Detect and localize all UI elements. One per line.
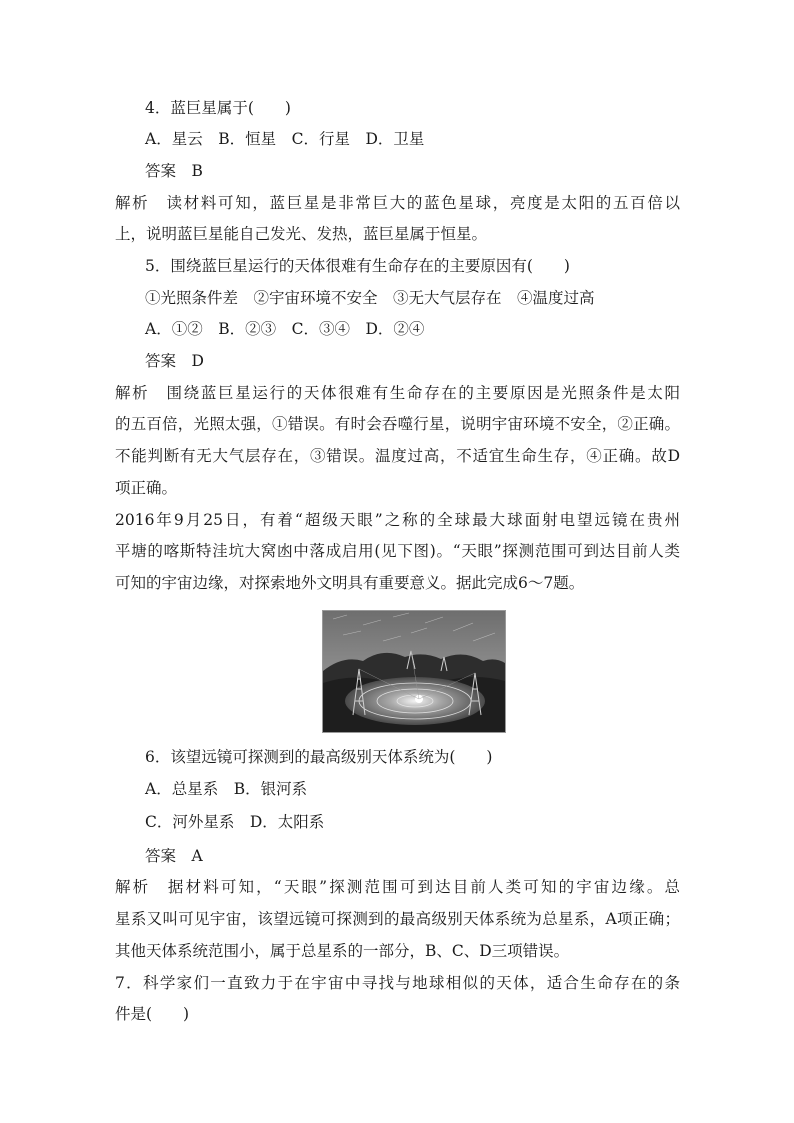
- q5-stem: 5．围绕蓝巨星运行的天体很难有生命存在的主要原因有( ): [145, 257, 570, 275]
- q5-choices: ①光照条件差 ②宇宙环境不安全 ③无大气层存在 ④温度过高: [145, 289, 595, 307]
- material-paragraph-line: 2016年9月25日，有着“超级天眼”之称的全球最大球面射电望远镜在贵州: [115, 511, 680, 529]
- q6-options: C．河外星系 D．太阳系: [145, 813, 325, 831]
- material-paragraph-line: 可知的宇宙边缘，对探索地外文明具有重要意义。据此完成6～7题。: [115, 574, 585, 592]
- q7-stem-line: 7．科学家们一直致力于在宇宙中寻找与地球相似的天体，适合生命存在的条: [115, 974, 680, 992]
- q5-options: A．①② B．②③ C．③④ D．②④: [145, 320, 425, 338]
- q4-answer: 答案 B: [145, 162, 203, 180]
- material-paragraph-line: 平塘的喀斯特洼坑大窝凼中落成启用(见下图)。“天眼”探测范围可到达目前人类: [115, 542, 680, 560]
- telescope-photo: [322, 610, 506, 733]
- q4-stem: 4．蓝巨星属于( ): [145, 99, 291, 117]
- q5-answer: 答案 D: [145, 352, 204, 370]
- q4-analysis-line: 上，说明蓝巨星能自己发光、发热，蓝巨星属于恒星。: [115, 225, 488, 243]
- q4-analysis-line: 解析 读材料可知，蓝巨星是非常巨大的蓝色星球，亮度是太阳的五百倍以: [115, 194, 680, 212]
- q6-analysis-line: 解析 据材料可知，“天眼”探测范围可到达目前人类可知的宇宙边缘。总: [115, 878, 680, 896]
- q5-analysis-line: 解析 围绕蓝巨星运行的天体很难有生命存在的主要原因是光照条件是太阳: [115, 384, 680, 402]
- q5-analysis-line: 不能判断有无大气层存在，③错误。温度过高，不适宜生命生存，④正确。故D: [115, 447, 680, 465]
- q6-analysis-line: 星系又叫可见宇宙，该望远镜可探测到的最高级别天体系统为总星系，A项正确；: [115, 910, 680, 928]
- q6-analysis-line: 其他天体系统范围小，属于总星系的一部分，B、C、D三项错误。: [115, 942, 570, 960]
- q5-analysis-line: 项正确。: [115, 479, 178, 497]
- fast-telescope-image: [323, 611, 505, 732]
- q6-stem: 6．该望远镜可探测到的最高级别天体系统为( ): [145, 748, 493, 766]
- q6-answer: 答案 A: [145, 847, 203, 865]
- q4-options: A．星云 B．恒星 C．行星 D．卫星: [145, 130, 425, 148]
- q6-options: A．总星系 B．银河系: [145, 780, 308, 798]
- q5-analysis-line: 的五百倍，光照太强，①错误。有时会吞噬行星，说明宇宙环境不安全，②正确。: [115, 415, 680, 433]
- q7-stem-line: 件是( ): [115, 1005, 190, 1023]
